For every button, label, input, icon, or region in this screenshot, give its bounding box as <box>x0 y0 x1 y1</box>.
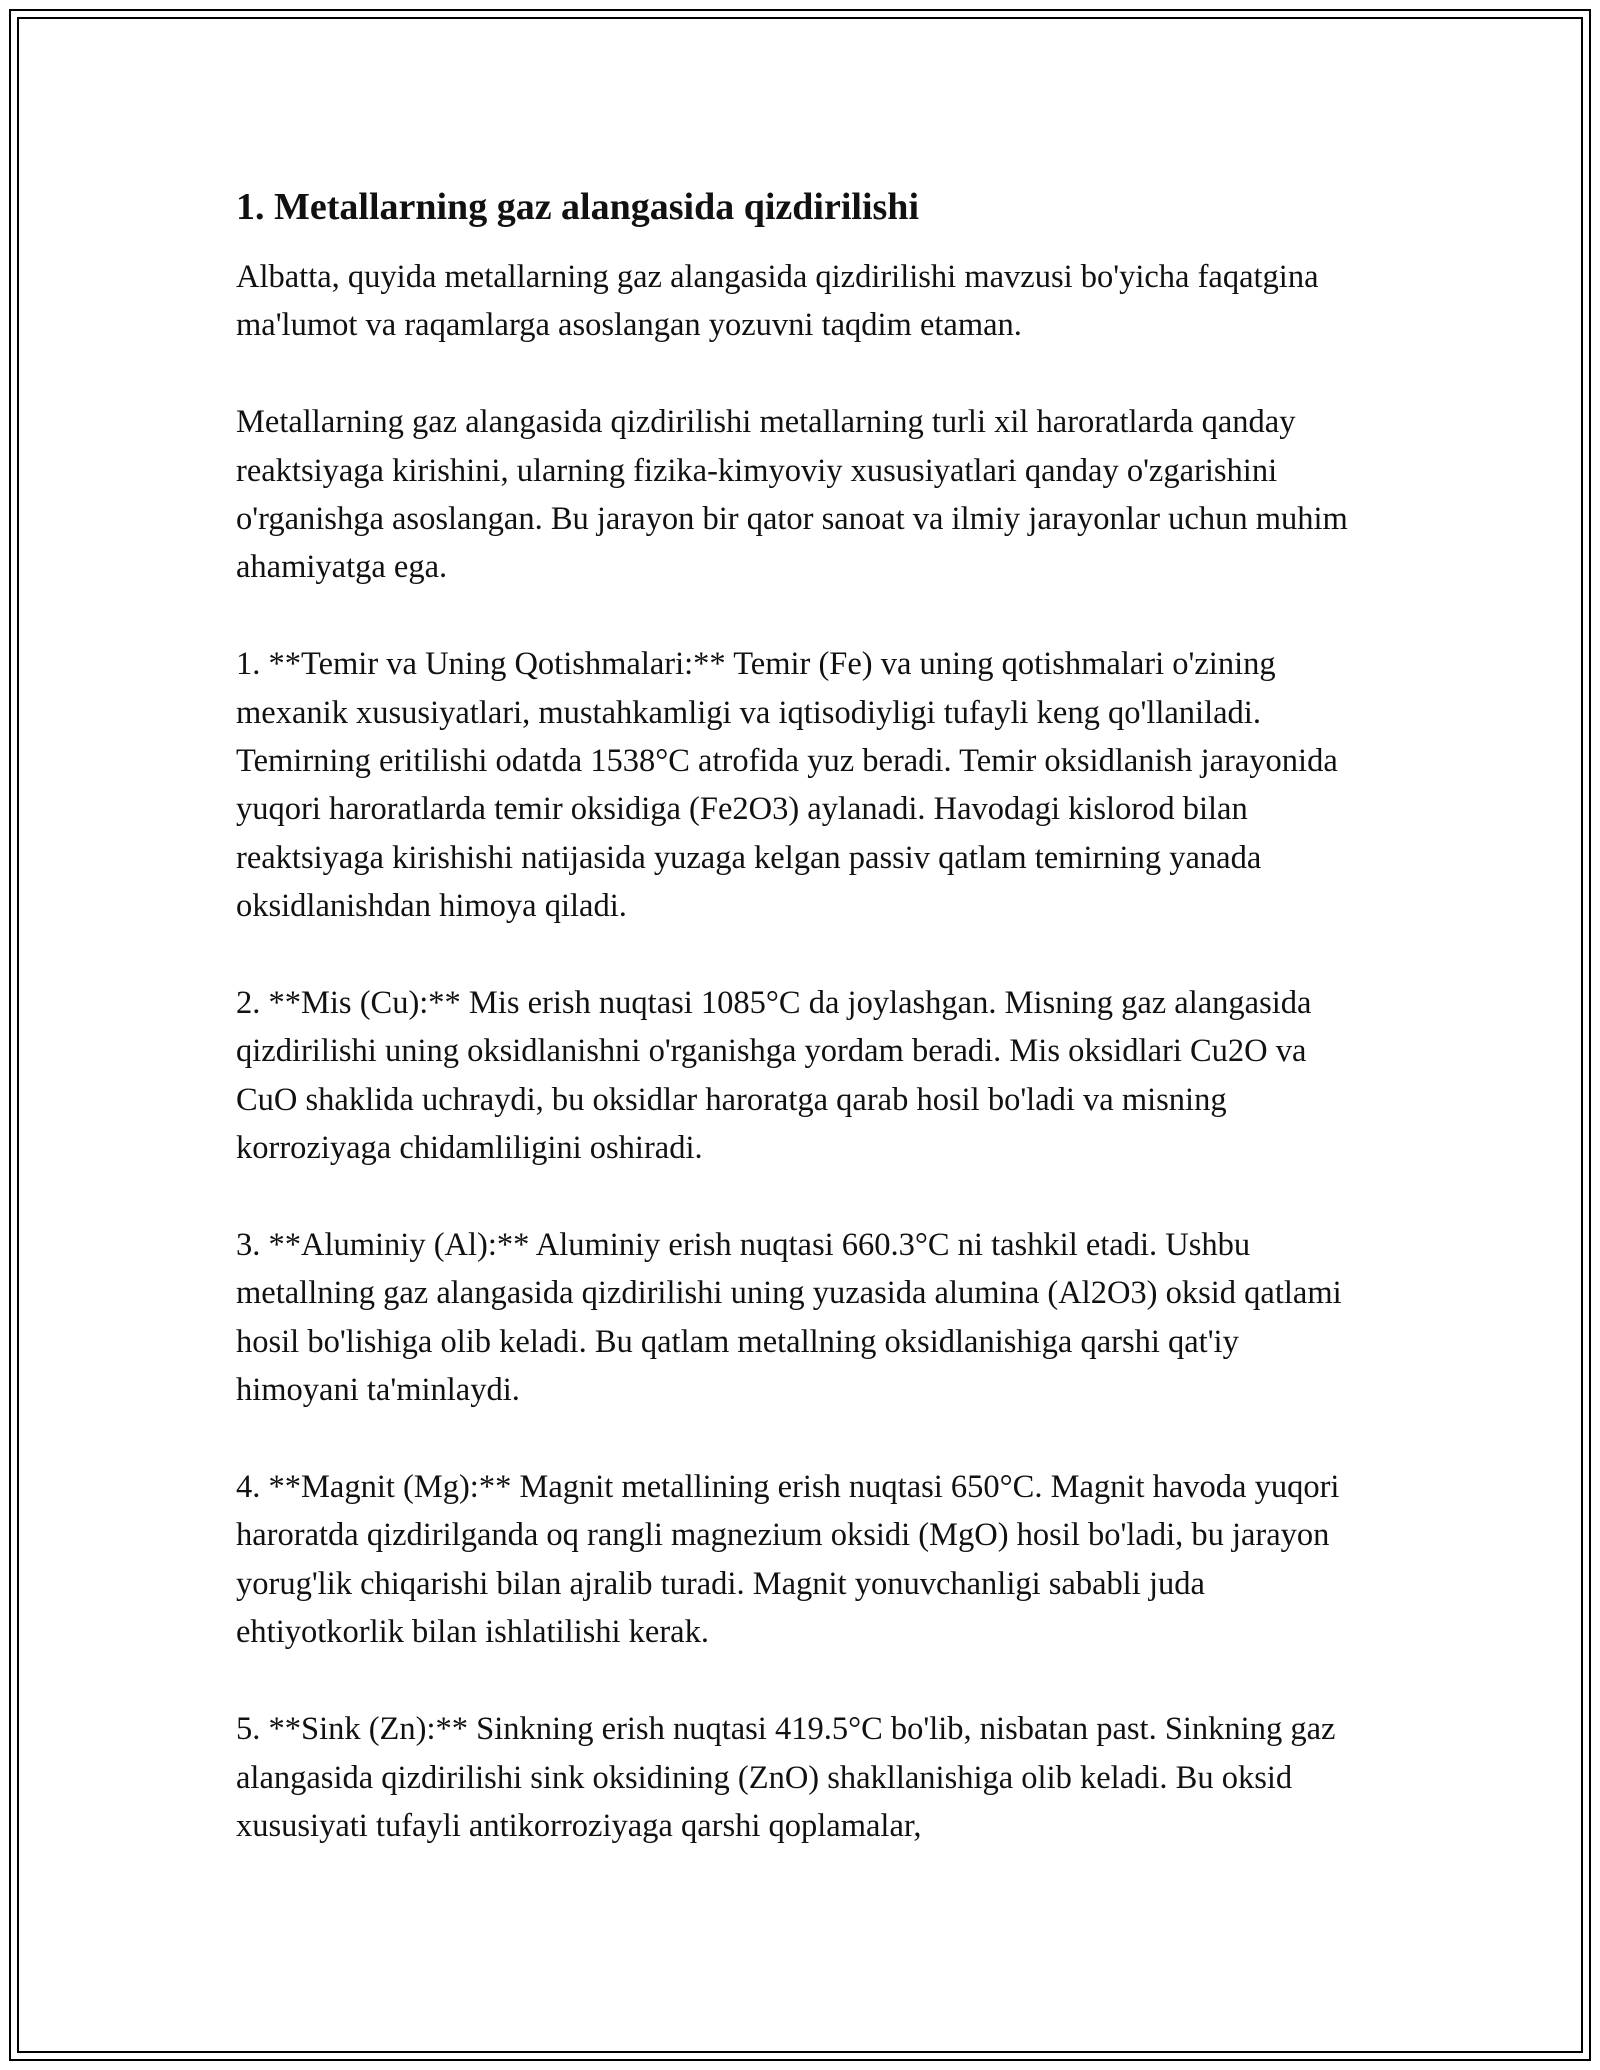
paragraph-magnesium: 4. **Magnit (Mg):** Magnit metallining erish nuqtasi 650°C. Magnit havoda yuqori haroratda qizdirilganda oq rangli magnezium oksidi (MgO) hosil bo'ladi, bu jarayon yorug'lik chiqarishi bilan ajralib turadi. Magnit yonuvchanligi sababli juda ehtiyotkorlik bilan ishlatilishi kerak. <box>236 1469 1340 1651</box>
paragraph-copper: 2. **Mis (Cu):** Mis erish nuqtasi 1085°C da joylashgan. Misning gaz alangasida qizdirilishi uning oksidlanishni o'rganishga yordam beradi. Mis oksidlari Cu2O va CuO shaklida uchraydi, bu oksidlar haroratga qarab hosil bo'ladi va misning korroziyaga chidamliligini oshiradi. <box>236 985 1312 1167</box>
paragraph-iron: 1. **Temir va Uning Qotishmalari:** Temir (Fe) va uning qotishmalari o'zining mexanik xususiyatlari, mustahkamligi va iqtisodiyligi tufayli keng qo'llaniladi. Temirning eritilishi odatda 1538°C atrofida yuz beradi. Temir oksidlanish jarayonida yuqori haroratlarda temir oksidiga (Fe2O3) aylanadi. Havodagi kislorod bilan reaktsiyaga kirishishi natijasida yuzaga kelgan passiv qatlam temirning yanada oksidlanishdan himoya qiladi. <box>236 646 1338 925</box>
paragraph-zinc: 5. **Sink (Zn):** Sinkning erish nuqtasi 419.5°C bo'lib, nisbatan past. Sinkning gaz alangasida qizdirilishi sink oksidining (ZnO) shakllanishiga olib keladi. Bu oksid xususiyati tufayli antikorroziyaga qarshi qoplamalar, <box>236 1711 1336 1844</box>
document-body <box>236 183 1366 1899</box>
paragraph-intro: Albatta, quyida metallarning gaz alangasida qizdirilishi mavzusi bo'yicha faqatgina ma'lumot va raqamlarga asoslangan yozuvni taqdim etaman. <box>236 259 1319 344</box>
paragraph-aluminium: 3. **Aluminiy (Al):** Aluminiy erish nuqtasi 660.3°C ni tashkil etadi. Ushbu metallning gaz alangasida qizdirilishi uning yuzasida alumina (Al2O3) oksid qatlami hosil bo'lishiga olib keladi. Bu qatlam metallning oksidlanishiga qarshi qat'iy himoyani ta'minlaydi. <box>236 1227 1342 1409</box>
paragraph-overview: Metallarning gaz alangasida qizdirilishi metallarning turli xil haroratlarda qanday reaktsiyaga kirishini, ularning fizika-kimyoviy xususiyatlari qanday o'zgarishini o'rganishga asoslangan. Bu jarayon bir qator sanoat va ilmiy jarayonlar uchun muhim ahamiyatga ega. <box>236 404 1348 586</box>
document-title: 1. Metallarning gaz alangasida qizdirilishi <box>236 186 919 228</box>
